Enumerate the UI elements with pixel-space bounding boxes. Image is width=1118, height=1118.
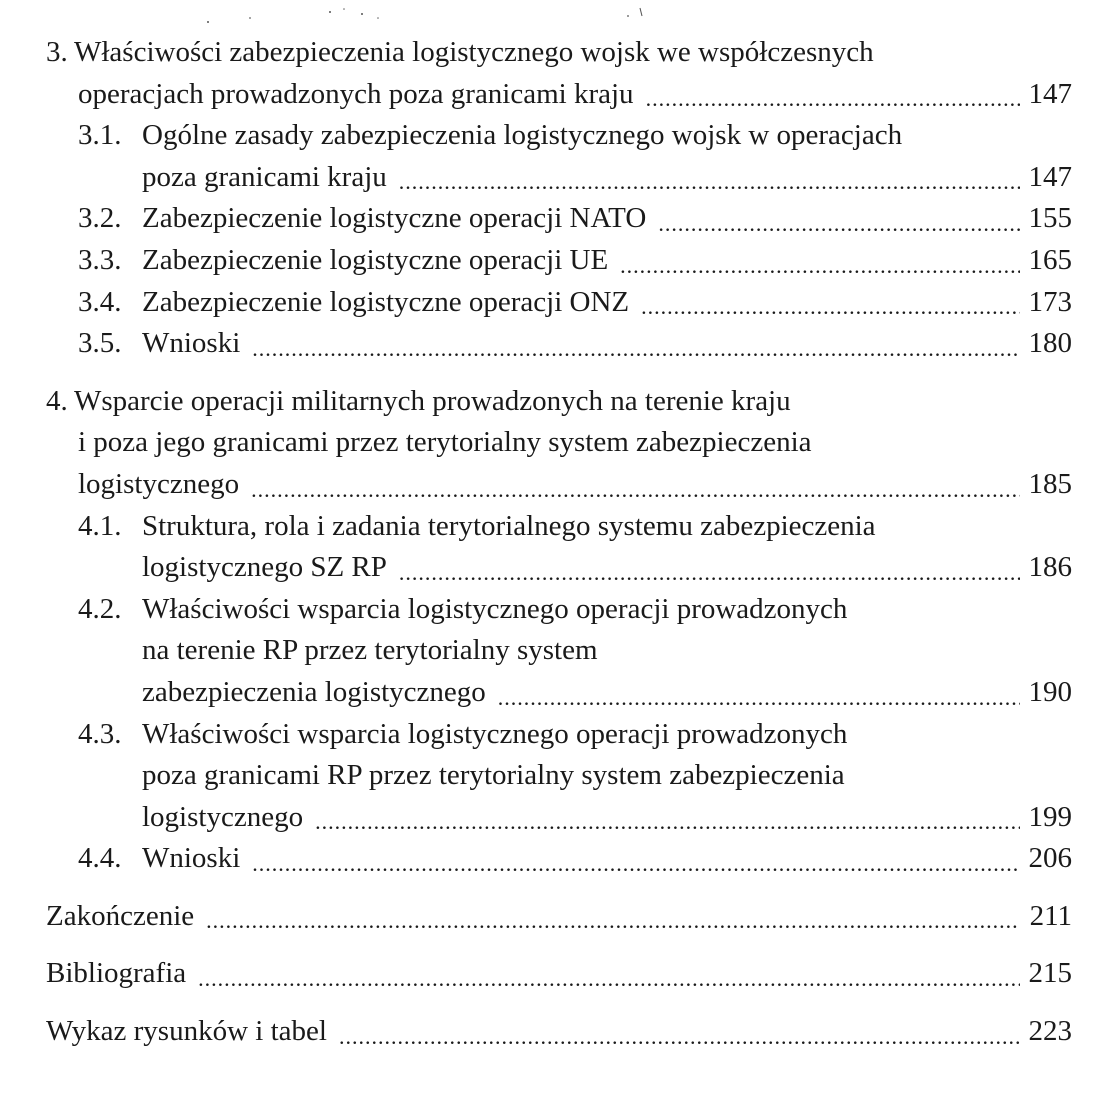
toc-entry-chapter-3[interactable] [46, 32, 1072, 74]
toc-entry-3-3[interactable] [46, 240, 1072, 282]
dot-leader [252, 333, 1020, 365]
toc-entry-chapter-4[interactable] [46, 381, 1072, 423]
dot-leader [658, 208, 1020, 240]
entry-number: 3.3. [78, 243, 122, 276]
page-number: 223 [1028, 1015, 1072, 1048]
entry-title: Właściwości zabezpieczenia logistycznego wojsk we współczesnych [74, 36, 874, 68]
entry-title: Zabezpieczenie logistyczne operacji UE [142, 243, 609, 276]
toc-entry-4-3-cont[interactable] [46, 797, 1072, 839]
page-number: 211 [1029, 899, 1072, 932]
dot-leader [339, 1021, 1020, 1053]
page-number: 173 [1028, 285, 1072, 318]
entry-number: 4. [46, 384, 68, 417]
dot-leader [620, 250, 1020, 282]
toc-entry-4-1-cont[interactable] [46, 547, 1072, 589]
page-number: 199 [1028, 800, 1072, 833]
toc-entry-4-4[interactable] [46, 838, 1072, 880]
entry-title: Wsparcie operacji militarnych prowadzonych na terenie kraju [74, 384, 791, 417]
entry-number: 4.2. [78, 592, 122, 625]
toc-entry-3-5[interactable] [46, 323, 1072, 365]
toc-entry-conclusion[interactable] [46, 896, 1072, 938]
toc-entry-3-1-cont[interactable] [46, 157, 1072, 199]
dot-leader [206, 905, 1020, 937]
entry-title: Ogólne zasady zabezpieczenia logistycznego wojsk w operacjach [142, 119, 903, 152]
page-number: 186 [1028, 551, 1072, 584]
toc-entry-4-1[interactable] [46, 506, 1072, 548]
entry-title: Bibliografia [46, 957, 187, 990]
entry-number: 3. [46, 36, 68, 68]
page-number: 190 [1028, 675, 1072, 708]
dot-leader [399, 166, 1020, 198]
entry-title: poza granicami RP przez terytorialny system zabezpieczenia [142, 759, 845, 792]
entry-title: Wnioski [142, 327, 241, 360]
entry-title: Wykaz rysunków i tabel [46, 1015, 327, 1048]
dot-leader [498, 682, 1020, 714]
scan-specks [0, 0, 1118, 30]
entry-number: 4.1. [78, 509, 122, 542]
entry-title: Zabezpieczenie logistyczne operacji NATO [142, 202, 647, 235]
entry-number: 3.2. [78, 202, 122, 235]
entry-title: Zakończenie [46, 899, 195, 932]
dot-leader [646, 83, 1020, 115]
page-number: 215 [1028, 957, 1072, 990]
toc-entry-chapter-4-cont[interactable] [46, 464, 1072, 506]
page-number: 165 [1028, 243, 1072, 276]
entry-title: logistycznego [142, 800, 304, 833]
entry-title: Zabezpieczenie logistyczne operacji ONZ [142, 285, 630, 318]
toc-entry-3-2[interactable] [46, 198, 1072, 240]
toc-entry-4-2[interactable] [46, 589, 1072, 631]
page-number: 147 [1028, 160, 1072, 193]
toc-entry-4-2-cont[interactable] [46, 630, 1072, 672]
page-number: 155 [1028, 202, 1072, 235]
toc-entry-4-3-cont[interactable] [46, 755, 1072, 797]
dot-leader [315, 806, 1020, 838]
toc-entry-4-2-cont[interactable] [46, 672, 1072, 714]
toc-entry-3-1[interactable] [46, 115, 1072, 157]
entry-title: i poza jego granicami przez terytorialny system zabezpieczenia [78, 426, 812, 459]
entry-number: 4.4. [78, 842, 122, 875]
page-number: 206 [1028, 842, 1072, 875]
entry-title: zabezpieczenia logistycznego [142, 675, 486, 708]
toc-entry-chapter-4-cont[interactable] [46, 422, 1072, 464]
entry-number: 4.3. [78, 717, 122, 750]
dot-leader [399, 557, 1020, 589]
entry-title: poza granicami kraju [142, 160, 387, 193]
toc-entry-chapter-3-cont[interactable] [46, 74, 1072, 116]
entry-title: na terenie RP przez terytorialny system [142, 634, 598, 667]
entry-title: Właściwości wsparcia logistycznego operacji prowadzonych [142, 717, 848, 750]
entry-number: 3.1. [78, 119, 122, 152]
entry-title: Struktura, rola i zadania terytorialnego systemu zabezpieczenia [142, 509, 876, 542]
dot-leader [641, 291, 1020, 323]
page-number: 185 [1028, 467, 1072, 500]
dot-leader [252, 848, 1020, 880]
toc-entry-figures[interactable] [46, 1011, 1072, 1053]
toc-entry-bibliography[interactable] [46, 953, 1072, 995]
toc-entry-3-4[interactable] [46, 282, 1072, 324]
dot-leader [251, 474, 1020, 506]
table-of-contents [46, 32, 1072, 1053]
dot-leader [198, 963, 1020, 995]
entry-title: Wnioski [142, 842, 241, 875]
entry-title: operacjach prowadzonych poza granicami kraju [78, 77, 634, 110]
entry-number: 3.4. [78, 285, 122, 318]
toc-entry-4-3[interactable] [46, 714, 1072, 756]
page-number: 147 [1028, 77, 1072, 110]
entry-title: logistycznego SZ RP [142, 551, 387, 584]
entry-number: 3.5. [78, 327, 122, 360]
entry-title: Właściwości wsparcia logistycznego operacji prowadzonych [142, 592, 848, 625]
entry-title: logistycznego [78, 467, 240, 500]
page-number: 180 [1028, 327, 1072, 360]
